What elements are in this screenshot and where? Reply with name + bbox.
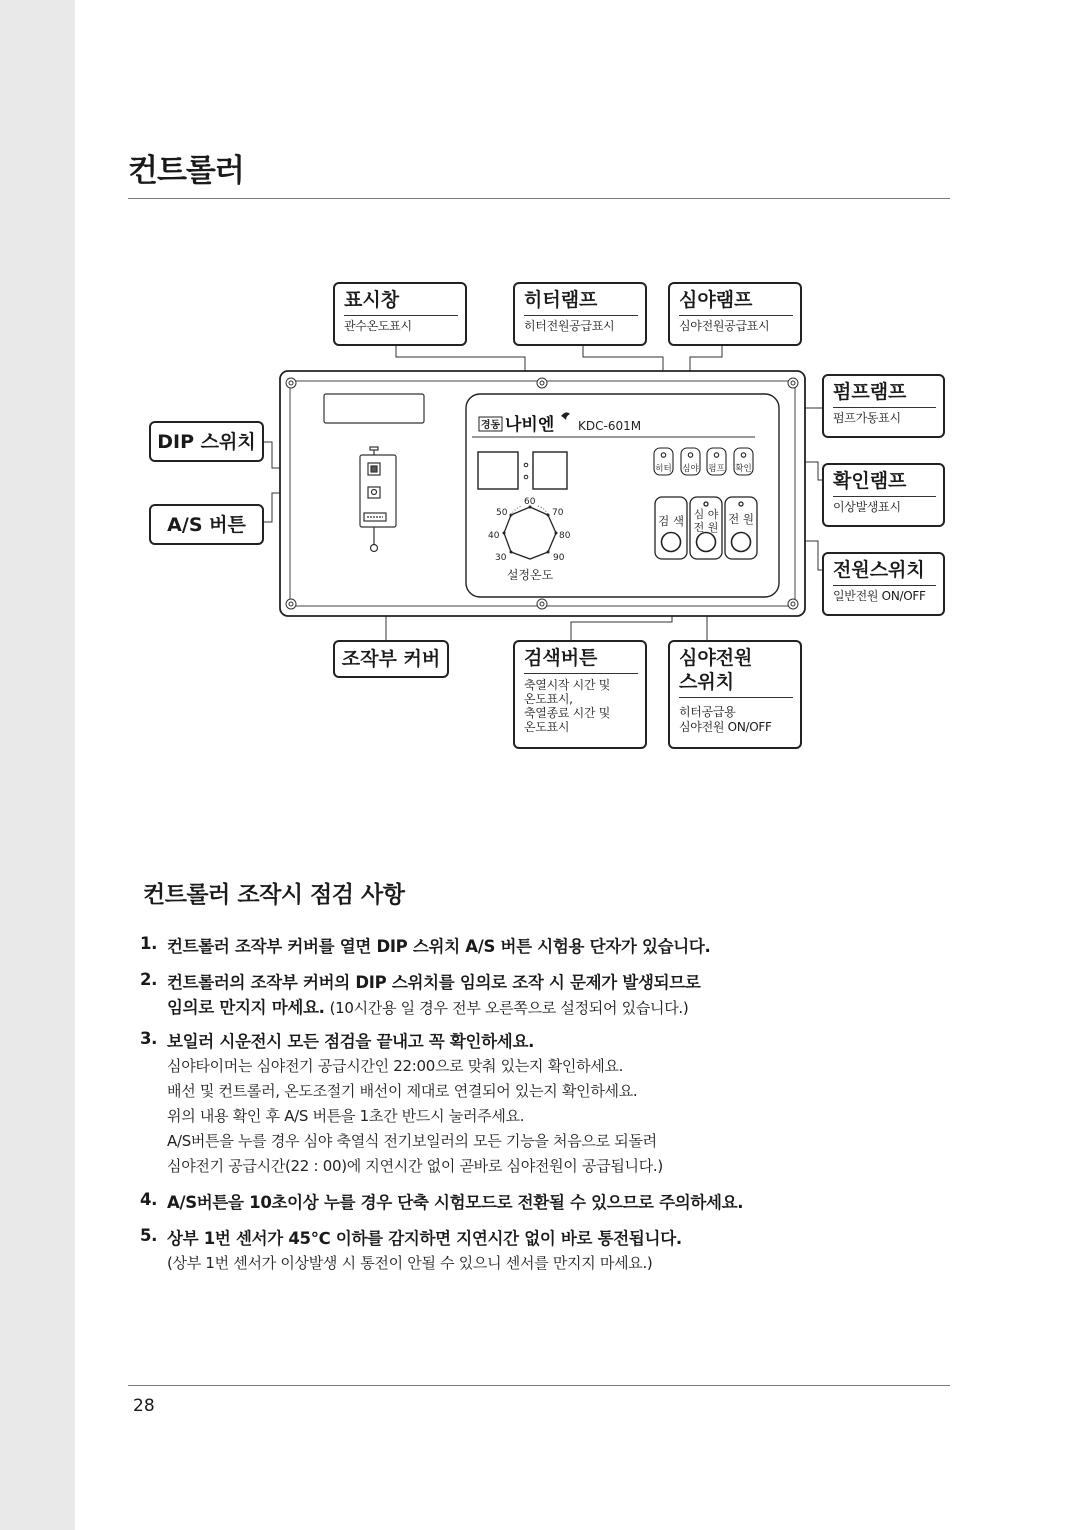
item-number: 1. (140, 934, 158, 953)
item-sub-line: 심야타이머는 심야전기 공급시간인 22:00으로 맞춰 있는지 확인하세요. (167, 1057, 624, 1075)
brand-name: 나비엔 (505, 415, 555, 435)
brand-badge-text: 경동 (480, 420, 501, 431)
item-lead: 보일러 시운전시 모든 점검을 끝내고 꼭 확인하세요. (167, 1032, 535, 1051)
item-note: (10시간용 일 경우 전부 오른쪽으로 설정되어 있습니다.) (329, 999, 689, 1017)
list-item (140, 1226, 940, 1276)
callout-search-button (513, 640, 647, 749)
dial-mark: 50 (496, 508, 508, 518)
callout-title: 히터램프 (524, 288, 638, 316)
callout-desc: 일반전원 ON/OFF (833, 589, 926, 603)
item-lead: 상부 1번 센서가 45℃ 이하를 감지하면 지연시간 없이 바로 통전됩니다. (167, 1229, 682, 1248)
item-number: 4. (140, 1190, 158, 1209)
list-item (140, 1190, 940, 1215)
digit-display-right (533, 452, 567, 489)
callout-desc-line: 축열종료 시간 및 (524, 706, 611, 720)
callout-heater-lamp (513, 282, 647, 346)
callout-control-cover (333, 640, 449, 678)
callout-pump-lamp (822, 374, 945, 438)
button-search-label: 검 색 (658, 514, 684, 528)
list-item (140, 970, 940, 1021)
callout-desc-line: 온도표시 (524, 720, 570, 734)
dial-label: 설정온도 (506, 568, 554, 582)
callout-desc-line: 심야전원 ON/OFF (679, 720, 772, 734)
callout-desc-line: 온도표시, (524, 692, 573, 706)
callout-night-lamp (668, 282, 802, 346)
callout-display (333, 282, 467, 346)
item-lead-continued: 임의로 만지지 마세요. (167, 998, 325, 1017)
callout-as-button (149, 504, 264, 545)
button-night-label-2: 전 원 (693, 521, 719, 534)
lamp-confirm-label: 확인 (735, 464, 752, 474)
item-lead: A/S버튼을 10초이상 누를 경우 단축 시험모드로 전환될 수 있으므로 주의하세요. (167, 1193, 744, 1212)
page-title: 컨트롤러 (128, 153, 244, 189)
callout-title: 확인램프 (833, 469, 936, 497)
callout-title: 심야램프 (679, 288, 793, 316)
dial-mark: 30 (495, 553, 507, 563)
callout-dip-switch (149, 421, 264, 462)
item-lead: 컨트롤러 조작부 커버를 열면 DIP 스위치 A/S 버튼 시험용 단자가 있습니다. (167, 937, 711, 956)
item-sub-line: 위의 내용 확인 후 A/S 버튼을 1초간 반드시 눌러주세요. (167, 1107, 525, 1125)
callout-desc: 관수온도표시 (344, 319, 412, 333)
item-sub-line: 배선 및 컨트롤러, 온도조절기 배선이 제대로 연결되어 있는지 확인하세요. (167, 1082, 638, 1100)
callout-title-line: 스위치 (679, 670, 793, 698)
button-night-label-1: 심 야 (693, 508, 719, 521)
lamp-night-label: 심야 (682, 464, 699, 474)
dial-mark: 40 (488, 531, 500, 541)
callout-night-power-switch (668, 640, 802, 749)
callout-title: 표시창 (344, 288, 458, 316)
checklist (140, 934, 940, 1276)
item-lead: 컨트롤러의 조작부 커버의 DIP 스위치를 임의로 조작 시 문제가 발생되므로 (167, 973, 701, 992)
dial-mark: 80 (559, 531, 571, 541)
callout-title: A/S 버튼 (167, 513, 246, 536)
callout-title: DIP 스위치 (157, 430, 256, 453)
item-sub-line: (상부 1번 센서가 이상발생 시 통전이 안될 수 있으니 센서를 만지지 마세요.) (167, 1254, 653, 1272)
callout-desc: 이상발생표시 (833, 500, 901, 514)
callout-title: 펌프램프 (833, 380, 936, 408)
digit-display-left (478, 452, 518, 489)
callout-title: 조작부 커버 (341, 648, 441, 670)
callout-desc: 심야전원공급표시 (679, 319, 770, 333)
callout-desc-line: 히터공급용 (679, 705, 736, 719)
callout-title: 검색버튼 (524, 646, 638, 674)
list-item (140, 1029, 940, 1179)
callout-desc: 펌프가동표시 (833, 411, 901, 425)
lamp-heater-label: 히터 (655, 464, 672, 474)
checklist-heading: 컨트롤러 조작시 점검 사항 (143, 882, 405, 908)
lamp-pump-label: 펌프 (708, 464, 725, 474)
callout-confirm-lamp (822, 463, 945, 527)
display-window (324, 394, 424, 423)
callout-desc: 히터전원공급표시 (524, 319, 615, 333)
dial-mark: 70 (552, 508, 564, 518)
item-number: 2. (140, 970, 158, 989)
callout-title-line: 심야전원 (679, 647, 753, 669)
item-sub-line: A/S버튼을 누를 경우 심야 축열식 전기보일러의 모든 기능을 처음으로 되돌려 (167, 1132, 657, 1150)
item-number: 5. (140, 1226, 158, 1245)
item-number: 3. (140, 1029, 158, 1048)
model-number: KDC-601M (578, 419, 642, 433)
button-power-label: 전 원 (728, 512, 754, 526)
page-number: 28 (133, 1396, 155, 1416)
item-sub-line: 심야전기 공급시간(22 : 00)에 지연시간 없이 곧바로 심야전원이 공급됩니다.) (167, 1157, 663, 1175)
callout-power-switch (822, 552, 945, 616)
footer-rule (128, 1385, 950, 1386)
callout-desc-line: 축열시작 시간 및 (524, 678, 611, 692)
controller-panel (280, 371, 805, 616)
dial-mark: 90 (553, 553, 565, 563)
list-item (140, 934, 940, 959)
dial-mark: 60 (524, 497, 536, 507)
callout-title: 전원스위치 (833, 558, 936, 586)
